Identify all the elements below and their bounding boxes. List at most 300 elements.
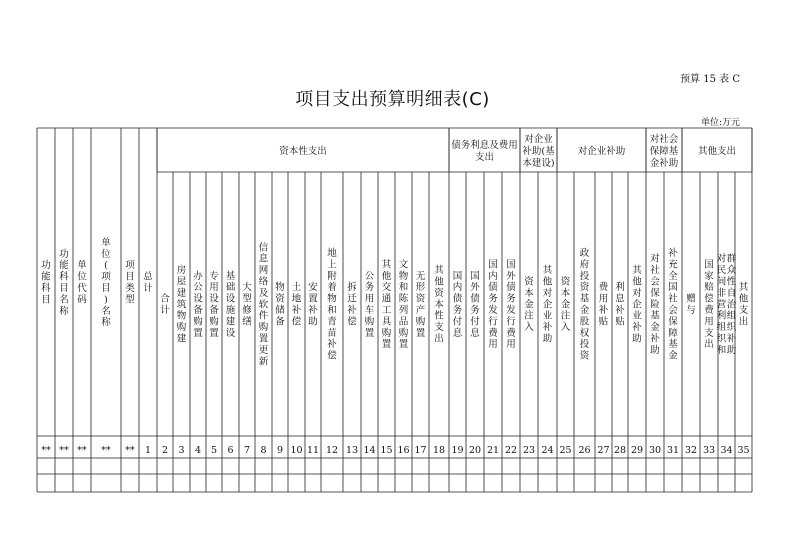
svg-text:社: 社: [650, 265, 660, 277]
svg-text:资: 资: [579, 350, 590, 362]
svg-text:费: 费: [488, 327, 498, 339]
svg-text:车: 车: [364, 305, 375, 316]
svg-text:助: 助: [650, 344, 660, 356]
svg-text:购: 购: [398, 327, 409, 339]
svg-text:称: 称: [101, 317, 111, 329]
svg-text:本: 本: [434, 299, 444, 311]
svg-text:苗: 苗: [327, 327, 337, 339]
group-header-ent_capital: 补助(基: [522, 146, 555, 157]
svg-text:更: 更: [258, 344, 269, 356]
column-header: [209, 270, 219, 339]
svg-text:国: 国: [506, 259, 516, 271]
page-title: 项目支出预算明细表(C): [295, 89, 490, 110]
svg-text:软: 软: [258, 299, 269, 311]
svg-text:付: 付: [452, 316, 463, 328]
svg-text:购: 购: [381, 327, 392, 339]
column-code: 31: [666, 445, 680, 456]
svg-text:社: 社: [668, 293, 678, 305]
column-code: 34: [720, 445, 733, 456]
svg-text:): ): [104, 294, 108, 306]
column-code: **: [101, 445, 111, 456]
svg-text:施: 施: [225, 305, 236, 316]
svg-text:科: 科: [59, 271, 69, 283]
column-code: 20: [468, 445, 482, 456]
svg-text:单: 单: [101, 237, 111, 249]
svg-text:基: 基: [579, 293, 590, 305]
svg-text:补: 补: [668, 248, 678, 259]
svg-text:补: 补: [615, 305, 625, 316]
svg-text:型: 型: [242, 293, 252, 305]
svg-text:利: 利: [615, 282, 625, 294]
column-header: [143, 271, 153, 294]
svg-text:费: 费: [704, 305, 714, 316]
column-code: 4: [194, 445, 202, 456]
svg-text:全: 全: [668, 270, 678, 282]
svg-text:补: 补: [726, 333, 737, 345]
svg-text:国: 国: [470, 270, 480, 282]
svg-text:用: 用: [704, 316, 714, 328]
svg-text:织: 织: [716, 333, 727, 345]
group-header-other: 其他支出: [697, 146, 737, 157]
group-header-social: 对社会: [649, 134, 679, 145]
svg-text:拆: 拆: [347, 282, 357, 294]
svg-text:息: 息: [258, 253, 269, 265]
column-code: 6: [227, 445, 234, 456]
column-code: 2: [161, 445, 169, 456]
svg-text:资: 资: [275, 293, 285, 305]
column-code: 11: [306, 445, 320, 456]
column-code: 1: [144, 445, 152, 456]
svg-text:利: 利: [716, 310, 727, 322]
svg-text:国: 国: [488, 259, 498, 271]
column-code: 3: [178, 445, 185, 456]
svg-text:补: 补: [291, 305, 302, 316]
svg-text:项: 项: [125, 260, 135, 272]
svg-text:债: 债: [452, 293, 463, 305]
svg-text:他: 他: [381, 270, 392, 282]
group-header-debt: 债务利息及费用: [451, 140, 518, 151]
svg-text:项: 项: [101, 271, 111, 283]
svg-text:充: 充: [668, 259, 678, 271]
column-code: 28: [613, 445, 627, 456]
svg-text:筑: 筑: [176, 299, 187, 311]
svg-text:务: 务: [452, 305, 463, 316]
column-header: [59, 248, 69, 317]
svg-text:补: 补: [327, 339, 337, 351]
svg-text:备: 备: [275, 316, 285, 328]
svg-text:件: 件: [258, 310, 269, 322]
svg-text:缮: 缮: [242, 316, 252, 328]
column-code: 24: [541, 445, 554, 456]
column-header: [615, 281, 625, 327]
column-code: 22: [504, 445, 518, 456]
svg-text:陈: 陈: [398, 293, 409, 305]
svg-text:工: 工: [381, 305, 392, 316]
svg-text:列: 列: [398, 305, 409, 316]
svg-text:目: 目: [41, 294, 51, 306]
column-header: [193, 270, 203, 339]
column-code: 14: [363, 445, 376, 456]
svg-text:对: 对: [716, 253, 727, 265]
column-code: 10: [290, 445, 303, 456]
svg-text:修: 修: [242, 305, 252, 316]
svg-text:目: 目: [101, 283, 111, 294]
svg-text:众: 众: [726, 265, 737, 277]
svg-text:民: 民: [716, 265, 727, 277]
column-header: [347, 281, 357, 327]
svg-text:其: 其: [738, 282, 749, 294]
column-code: 13: [345, 445, 359, 456]
column-header: [101, 236, 111, 328]
column-header: [275, 281, 285, 327]
svg-text:保: 保: [650, 287, 660, 299]
svg-text:企: 企: [632, 299, 642, 311]
column-header: [160, 293, 170, 316]
svg-text:助: 助: [726, 344, 737, 356]
column-code: **: [125, 445, 135, 456]
svg-text:计: 计: [160, 305, 170, 316]
svg-text:建: 建: [176, 333, 187, 345]
svg-text:费: 费: [598, 282, 609, 294]
column-header: [599, 281, 609, 327]
svg-text:政: 政: [579, 248, 590, 259]
column-header: [125, 260, 135, 305]
svg-text:偿: 偿: [291, 316, 302, 328]
svg-text:能: 能: [41, 271, 51, 283]
column-header: [41, 259, 51, 305]
svg-text:物: 物: [176, 310, 187, 322]
svg-text:合: 合: [160, 293, 170, 305]
group-header-capital: 资本性支出: [279, 146, 327, 157]
svg-text:及: 及: [258, 287, 269, 299]
svg-text:位: 位: [77, 271, 87, 283]
svg-text:和: 和: [327, 305, 337, 316]
svg-text:府: 府: [579, 259, 590, 271]
svg-text:备: 备: [193, 305, 203, 316]
svg-text:置: 置: [398, 339, 409, 351]
column-code: 5: [210, 445, 218, 456]
svg-text:金: 金: [560, 299, 571, 311]
svg-text:购: 购: [258, 322, 269, 334]
svg-text:用: 用: [506, 339, 516, 351]
svg-text:助: 助: [542, 333, 553, 345]
svg-text:出: 出: [434, 333, 444, 345]
svg-text:网: 网: [258, 265, 269, 277]
svg-text:行: 行: [506, 316, 516, 328]
svg-text:设: 设: [225, 293, 236, 305]
svg-text:入: 入: [560, 322, 571, 334]
svg-text:基: 基: [650, 310, 660, 322]
svg-text:出: 出: [704, 339, 714, 351]
svg-text:补: 补: [650, 333, 660, 345]
column-code: 33: [702, 445, 716, 456]
group-header-ent_capital: 对企业: [524, 134, 553, 145]
svg-text:(: (: [104, 260, 108, 272]
svg-text:资: 资: [524, 276, 534, 288]
svg-text:障: 障: [668, 327, 678, 339]
svg-text:付: 付: [470, 316, 480, 328]
svg-text:组: 组: [726, 310, 737, 322]
svg-text:房: 房: [176, 265, 187, 277]
svg-text:偿: 偿: [704, 293, 714, 305]
svg-text:国: 国: [452, 270, 463, 282]
svg-text:自: 自: [726, 287, 737, 299]
svg-text:其: 其: [542, 265, 553, 277]
svg-text:债: 债: [470, 293, 480, 305]
svg-text:其: 其: [434, 265, 444, 277]
svg-text:他: 他: [738, 293, 749, 305]
svg-text:用: 用: [488, 339, 498, 351]
svg-text:基: 基: [668, 339, 678, 351]
unit-label: 单位:万元: [700, 118, 740, 128]
column-header: [524, 276, 534, 334]
svg-text:治: 治: [726, 299, 737, 311]
svg-text:和: 和: [398, 282, 409, 294]
svg-text:本: 本: [560, 287, 571, 299]
column-header: [739, 281, 749, 327]
svg-text:内: 内: [488, 270, 498, 282]
svg-text:置: 置: [308, 293, 318, 305]
svg-text:助: 助: [632, 333, 642, 345]
svg-text:础: 础: [225, 282, 236, 294]
column-header: [632, 264, 642, 344]
svg-text:购: 购: [415, 316, 426, 328]
svg-text:络: 络: [258, 276, 269, 288]
column-header: [177, 264, 187, 344]
column-code: **: [41, 445, 51, 456]
column-header: [650, 253, 660, 356]
svg-text:偿: 偿: [327, 350, 337, 362]
svg-text:用: 用: [598, 293, 609, 305]
column-header: [77, 259, 87, 305]
svg-text:支: 支: [434, 322, 444, 334]
svg-text:品: 品: [398, 316, 409, 328]
svg-text:务: 务: [488, 293, 498, 305]
svg-text:储: 储: [275, 305, 285, 316]
svg-text:地: 地: [327, 248, 337, 259]
svg-text:通: 通: [381, 293, 392, 305]
svg-text:行: 行: [488, 316, 498, 328]
svg-text:息: 息: [615, 293, 625, 305]
column-header: [292, 281, 302, 327]
svg-text:形: 形: [415, 282, 426, 294]
svg-text:投: 投: [579, 339, 590, 351]
svg-text:注: 注: [560, 310, 571, 322]
svg-text:置: 置: [381, 339, 392, 351]
svg-text:费: 费: [506, 327, 516, 339]
column-code: 8: [260, 445, 267, 456]
svg-text:贴: 贴: [615, 316, 625, 328]
column-header: [704, 259, 714, 350]
svg-text:物: 物: [275, 282, 285, 294]
svg-text:金: 金: [524, 299, 534, 311]
svg-text:用: 用: [209, 282, 219, 294]
svg-text:位: 位: [101, 248, 111, 260]
svg-text:物: 物: [327, 293, 337, 305]
svg-text:家: 家: [704, 270, 714, 282]
column-code: 15: [380, 445, 393, 456]
svg-text:务: 务: [470, 305, 480, 316]
svg-text:其: 其: [381, 259, 392, 271]
svg-text:出: 出: [738, 316, 749, 328]
column-code: **: [77, 445, 87, 456]
svg-text:资: 资: [415, 293, 426, 305]
svg-text:债: 债: [506, 282, 516, 294]
svg-text:具: 具: [381, 316, 392, 328]
svg-text:息: 息: [470, 327, 480, 339]
svg-text:建: 建: [225, 316, 236, 328]
svg-text:设: 设: [193, 293, 203, 305]
svg-text:购: 购: [193, 316, 203, 328]
svg-text:科: 科: [41, 283, 51, 294]
svg-text:股: 股: [579, 316, 590, 328]
svg-text:贴: 贴: [598, 316, 609, 328]
svg-text:投: 投: [579, 270, 590, 282]
svg-text:置: 置: [209, 327, 219, 339]
column-code: 26: [578, 445, 591, 456]
svg-text:支: 支: [738, 305, 749, 316]
column-code: 16: [397, 445, 410, 456]
svg-text:息: 息: [452, 327, 463, 339]
svg-text:务: 务: [364, 282, 375, 294]
column-code: 19: [451, 445, 464, 456]
svg-text:附: 附: [327, 270, 337, 282]
svg-text:新: 新: [258, 356, 269, 368]
column-header: [327, 247, 337, 362]
column-header: [488, 259, 498, 350]
svg-text:称: 称: [59, 305, 69, 317]
svg-text:支: 支: [704, 327, 714, 339]
svg-text:办: 办: [193, 270, 203, 282]
column-header: [416, 271, 426, 339]
group-header-social: 保障基: [649, 146, 679, 157]
svg-text:补: 补: [632, 322, 642, 334]
column-header: [453, 271, 463, 339]
svg-text:购: 购: [209, 316, 219, 328]
svg-text:购: 购: [176, 322, 187, 334]
svg-text:国: 国: [668, 282, 678, 294]
column-header: [308, 281, 318, 327]
svg-text:功: 功: [41, 260, 51, 272]
svg-text:务: 务: [506, 293, 516, 305]
svg-text:对: 对: [650, 253, 660, 265]
svg-text:单: 单: [77, 260, 87, 272]
column-code: 23: [522, 445, 536, 456]
svg-text:织: 织: [726, 322, 737, 334]
svg-text:发: 发: [506, 305, 516, 316]
svg-text:内: 内: [452, 282, 463, 294]
column-code: 25: [559, 445, 572, 456]
svg-text:对: 对: [632, 287, 642, 299]
svg-text:公: 公: [193, 282, 203, 294]
svg-text:计: 计: [143, 283, 153, 294]
svg-text:保: 保: [668, 316, 678, 328]
svg-text:金: 金: [579, 305, 590, 316]
group-header-debt: 支出: [474, 152, 495, 163]
svg-text:土: 土: [291, 282, 302, 294]
svg-text:目: 目: [59, 283, 69, 294]
svg-text:性: 性: [434, 310, 444, 322]
column-code: 12: [325, 445, 339, 456]
svg-text:入: 入: [524, 322, 534, 334]
svg-text:偿: 偿: [347, 316, 357, 328]
column-header: [365, 271, 375, 339]
column-code: 21: [486, 445, 500, 456]
svg-text:资: 资: [560, 276, 571, 288]
column-header: [506, 259, 516, 350]
svg-text:助: 助: [308, 316, 318, 328]
svg-text:国: 国: [704, 259, 714, 271]
svg-text:企: 企: [542, 299, 553, 311]
column-code: 7: [243, 445, 251, 456]
column-code: 18: [432, 445, 446, 456]
svg-text:码: 码: [77, 294, 87, 306]
svg-text:外: 外: [470, 282, 480, 294]
column-code: 35: [737, 445, 750, 456]
svg-text:置: 置: [193, 327, 203, 339]
column-header: [226, 270, 236, 339]
svg-text:本: 本: [524, 287, 534, 299]
svg-text:补: 补: [542, 322, 553, 334]
column-header: [399, 258, 409, 350]
svg-text:会: 会: [668, 305, 678, 316]
svg-text:上: 上: [327, 259, 337, 271]
svg-text:无: 无: [415, 270, 426, 282]
column-header: [434, 264, 444, 344]
svg-text:险: 险: [650, 299, 660, 311]
column-header: [382, 258, 392, 350]
svg-text:购: 购: [364, 316, 375, 328]
svg-text:代: 代: [77, 283, 87, 294]
svg-text:大: 大: [242, 282, 252, 294]
svg-text:物: 物: [398, 270, 409, 282]
column-code: 32: [684, 445, 698, 456]
svg-text:用: 用: [364, 293, 375, 305]
column-code: 30: [648, 445, 662, 456]
svg-text:与: 与: [686, 305, 696, 316]
svg-text:赔: 赔: [704, 282, 714, 294]
svg-text:资: 资: [434, 287, 444, 299]
svg-text:青: 青: [327, 316, 337, 328]
column-header: [470, 271, 480, 339]
svg-text:名: 名: [59, 294, 69, 306]
svg-text:群: 群: [726, 253, 737, 265]
svg-text:专: 专: [209, 270, 219, 282]
svg-text:营: 营: [716, 299, 727, 311]
svg-text:地: 地: [291, 293, 302, 305]
svg-text:债: 债: [488, 282, 498, 294]
svg-text:赠: 赠: [686, 293, 696, 305]
svg-text:安: 安: [308, 282, 318, 294]
svg-text:信: 信: [258, 242, 269, 254]
column-header: [717, 253, 737, 356]
svg-text:补: 补: [347, 305, 357, 316]
svg-text:外: 外: [506, 270, 516, 282]
group-header-social: 金补助: [649, 158, 679, 169]
svg-text:目: 目: [125, 271, 135, 283]
column-code: **: [59, 445, 69, 456]
svg-text:非: 非: [716, 287, 727, 299]
column-header: [668, 247, 678, 362]
form-code: 预算 15 表 C: [680, 74, 740, 85]
column-code: 27: [597, 445, 610, 456]
svg-text:置: 置: [258, 333, 269, 345]
svg-text:备: 备: [209, 305, 219, 316]
svg-text:注: 注: [524, 310, 534, 322]
svg-text:发: 发: [488, 305, 498, 316]
svg-text:金: 金: [650, 322, 660, 334]
group-header-ent_sub: 对企业补助: [577, 146, 626, 157]
